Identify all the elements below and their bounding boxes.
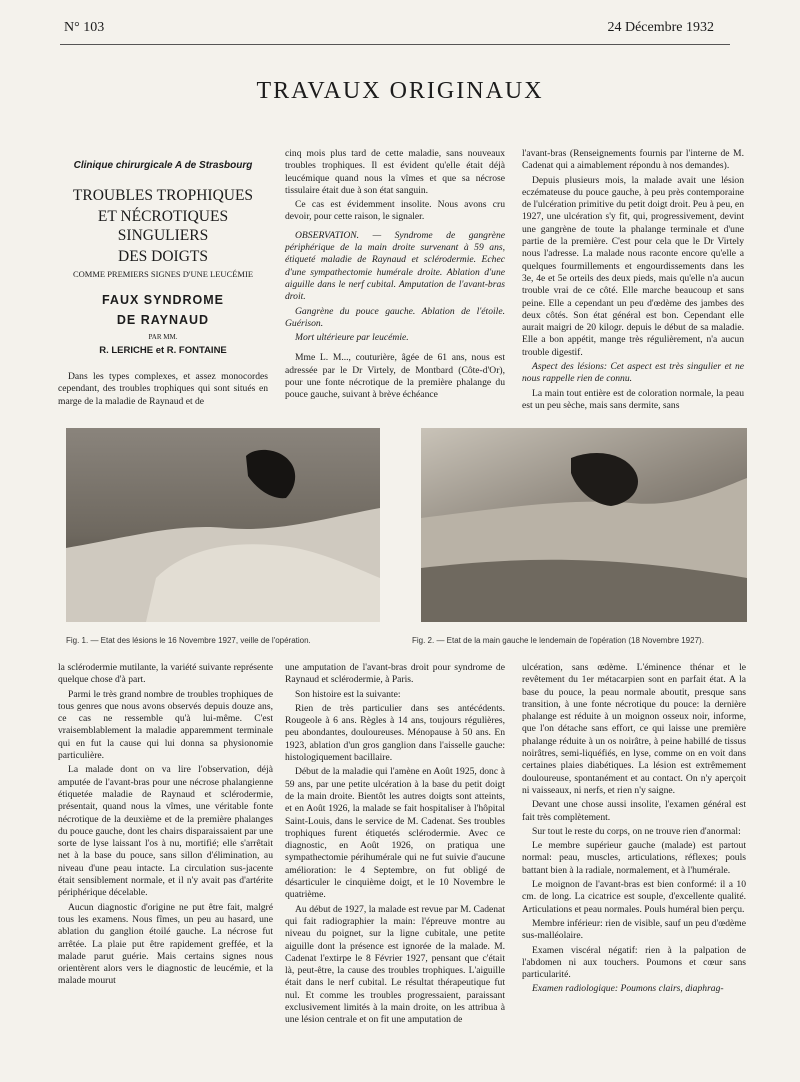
paragraph: Début de la maladie qui l'amène en Août 1925, donc à 59 ans, par une petite ulcération à la base du petit doigt de la main droite. Bientôt les autres doigts sont atteints, et en Août 1926, la malade se fait hospitaliser à l'hôpital Saint-Louis, dans le service de M. Cadenat. Ses troubles trophiques furent étiquetés sclérodermie. Avec ce diagnostic, en Août 1926, on pratiqua une sympathectomie périhumérale qui ne fut suivie d'aucune amélioration: le 4 Septembre, on fut obligé de désarticuler le cinquième doigt, et le 10 Novembre le quatrième. [285,766,505,901]
article-subtitle-2-line-2: DE RAYNAUD [116,312,210,327]
paragraph: Depuis plusieurs mois, la malade avait une lésion eczémateuse du pouce gauche, à peu près contemporaine de l'ulcération primitive du petit doigt droit. Peu à peu, en 1927, une ulcération s'y fit, qui, progressivement, devint une gangrène de toute la phalange terminale et d'une partie de la première. C'est pour cela que le Dr Virtely nous l'adresse. La malade nous raconte encore qu'elle a quelques fourmillements et engourdissements dans les 3e, 4e et 5e orteils des deux pieds, mais qu'elle n'a aucun trouble vrai de ce côté. Elle marche beaucoup et sans peine. Elle a cependant un peu d'œdème des jambes des deux côtés. Son état général est bon. Cependant elle aurait maigri de 20 kilogr. depuis le début de sa maladie. Elle a bon appétit, mange très régulièrement, n'a aucun trouble digestif. [522,174,744,358]
thumb-illustration [421,428,747,622]
article-subtitle-2-line-1: FAUX SYNDROME [101,292,225,307]
paragraph: la sclérodermie mutilante, la variété suivante représente quelque chose d'à part. [58,662,273,686]
section-title: TRAVAUX ORIGINAUX [256,78,544,104]
article-title-line-3: DES DOIGTS [118,248,208,266]
issue-date: 24 Décembre 1932 [607,20,714,35]
paragraph: Examen radiologique: Poumons clairs, diaphrag- [532,983,724,995]
article-title-line-1: TROUBLES TROPHIQUES [72,187,254,205]
paragraph: Son histoire est la suivante: [295,688,401,700]
observation-heading: OBSERVATION. — Syndrome de gangrène périphérique de la main droite survenant à 59 ans, étiqueté maladie de Raynaud et sclérodermie. Echec d'une sympathectomie humérale droite. Ablation d'une aiguille dans le nerf cubital. Amputation de l'avant-bras droit. [285,229,505,303]
article-title-line-2: ET NÉCROTIQUES SINGULIERS [97,208,229,245]
paragraph: Parmi le très grand nombre de troubles trophiques de tous genres que nous avons observés depuis douze ans, ce cas ne ressemble qu'à lui-même. C'est vraisemblablement la maladie apparemment terminale qui en fut la cause qui lui donna sa physionomie particulière. [58,688,273,762]
paragraph: cinq mois plus tard de cette maladie, sans nouveaux troubles trophiques. Il est évident qu'elle était déjà leucémique quand nous la vîmes et que sa nécrose tissulaire était due à son état sanguin. [285,148,505,196]
column-1-bottom [58,662,273,990]
column-3-bottom [522,662,746,998]
column-3-top [522,148,744,414]
paragraph: l'avant-bras (Renseignements fournis par l'interne de M. Cadenat qui a aimablement répondu à nos demandes). [522,148,744,172]
paragraph: Sur tout le reste du corps, on ne trouve rien d'anormal: [532,825,741,837]
paragraph: Devant une chose aussi insolite, l'examen général est fait très complètement. [522,799,746,823]
header-rule [60,44,730,45]
figure-2-photo [421,428,747,622]
paragraph: Mme L. M..., couturière, âgée de 61 ans, nous est adressée par le Dr Virtely, de Montbard (Côte-d'Or), pour une fonte nécrotique de la première phalange du pouce gauche, suivant à brève échéance [285,352,505,401]
figure-2-caption: Fig. 2. — Etat de la main gauche le lendemain de l'opération (18 Novembre 1927). [412,636,704,645]
paragraph: une amputation de l'avant-bras droit pour syndrome de Raynaud et sclérodermie, à Paris. [285,662,505,686]
column-2-top [285,148,505,404]
hand-illustration [66,428,380,622]
column-1-top [58,160,268,410]
paragraph: Dans les types complexes, et assez monocordes cependant, des troubles trophiques qui sont situés en marge de la maladie de Raynaud et de [58,371,268,407]
observation-line: Mort ultérieure par leucémie. [295,332,409,344]
article-subtitle: COMME PREMIERS SIGNES D'UNE LEUCÉMIE [72,269,254,280]
observation-line: Gangrène du pouce gauche. Ablation de l'étoile. Guérison. [285,305,505,329]
paragraph: Examen viscéral négatif: rien à la palpation de l'abdomen ni aux touchers. Poumons et cœur sans particularité. [522,944,746,981]
paragraph: Rien de très particulier dans ses antécédents. Rougeole à 6 ans. Règles à 14 ans, toujours régulières, peu abondantes, douloureuses. Ménopause à 50 ans. En 1923, ablation d'un gros ganglion dans l'aisselle gauche: histologiquement bacillaire. [285,702,505,764]
figure-1-photo [66,428,380,622]
clinic-name: Clinique chirurgicale A de Strasbourg [73,160,253,171]
paragraph: La main tout entière est de coloration normale, la peau est un peu sèche, mais sans dermite, sans [522,387,744,411]
column-2-bottom [285,662,505,1029]
paragraph: Ce cas est évidemment insolite. Nous avons cru devoir, pour cette raison, le signaler. [285,199,505,223]
paragraph: La malade dont on va lire l'observation, déjà amputée de l'avant-bras pour une nécrose phalangienne étiquetée maladie de Raynaud et sclérodermie, présentait, quand nous la vîmes, une véritable fonte nécrotique de la deuxième et de la première phalanges du pouce gauche, dont les chairs disparaissaient par une sorte de lyse laissant l'os à nu, mortifié; elle s'arrêtait net à la base du pouce, sans sillon d'élimination, au niveau d'une peau intacte. La circulation sus-jacente était sensiblement normale, et il n'y avait pas d'artérite périphérique décelable. [58,764,273,899]
paragraph: Le membre supérieur gauche (malade) est partout normal: peau, muscles, articulations, réflexes; pouls battant bien à la radiale, normalement, et à l'humérale. [522,840,746,876]
issue-number: N° 103 [64,20,105,35]
authors: R. LERICHE et R. FONTAINE [99,344,227,356]
paragraph: Membre inférieur: rien de visible, sauf un peu d'œdème sus-malléolaire. [522,917,746,942]
paragraph: Le moignon de l'avant-bras est bien conformé: il a 10 cm. de long. La cicatrice est souple, d'excellente qualité. Articulations et peau normales. Pouls huméral bien perçu. [522,879,746,915]
paragraph: Aucun diagnostic d'origine ne put être fait, malgré tous les examens. Nous fîmes, un peu au hasard, une ablation du ganglion étoilé gauche. La nécrose fut arrêtée. La plaie put être rapidement greffée, et la malade parut guérie. Mais certains signes nous orientèrent alors vers le diagnostic de leucémie, et la malade mourut [58,901,273,987]
byline-par: PAR MM. [148,332,178,341]
figure-1-caption: Fig. 1. — Etat des lésions le 16 Novembre 1927, veille de l'opération. [66,636,311,645]
paragraph: Au début de 1927, la malade est revue par M. Cadenat qui fait radiographier la main: l'épreuve montre au niveau du poignet, sur la ligne cubitale, une petite aiguille dont la présence est ignorée de la malade. M. Cadenat l'extirpe le 8 Février 1927, pensant que c'était là, peut-être, la cause des troubles trophiques. L'aiguille était dans le nerf cubital. Le résultat thérapeutique fut nul. Et comme les troubles progressaient, paraissant exclusivement limités à la main droite, on les attribua à une lésion centrale et on fit une amputation de [285,903,505,1026]
paragraph: Aspect des lésions: Cet aspect est très singulier et ne nous rappelle rien de connu. [522,361,744,385]
paragraph: ulcération, sans œdème. L'éminence thénar et le revêtement du 1er métacarpien sont en parfait état. A la base du pouce, la peau normale aboutit, presque sans transition, à une fonte nécrotique du pouce: la dernière phalange est réduite à un moignon osseux noir, informe, que l'on détache sans effort, ce qui laisse une première phalange réduite à un os noirâtre, à peine habillé de tissus noirâtres, semi-liquéfiés, en lyse, comme on en voit dans certaines plaies diabétiques. La lésion est extrêmement douloureuse, spontanément et au contact. On n'y aperçoit ni vaisseaux, ni nerfs, et rien n'y saigne. [522,662,746,796]
